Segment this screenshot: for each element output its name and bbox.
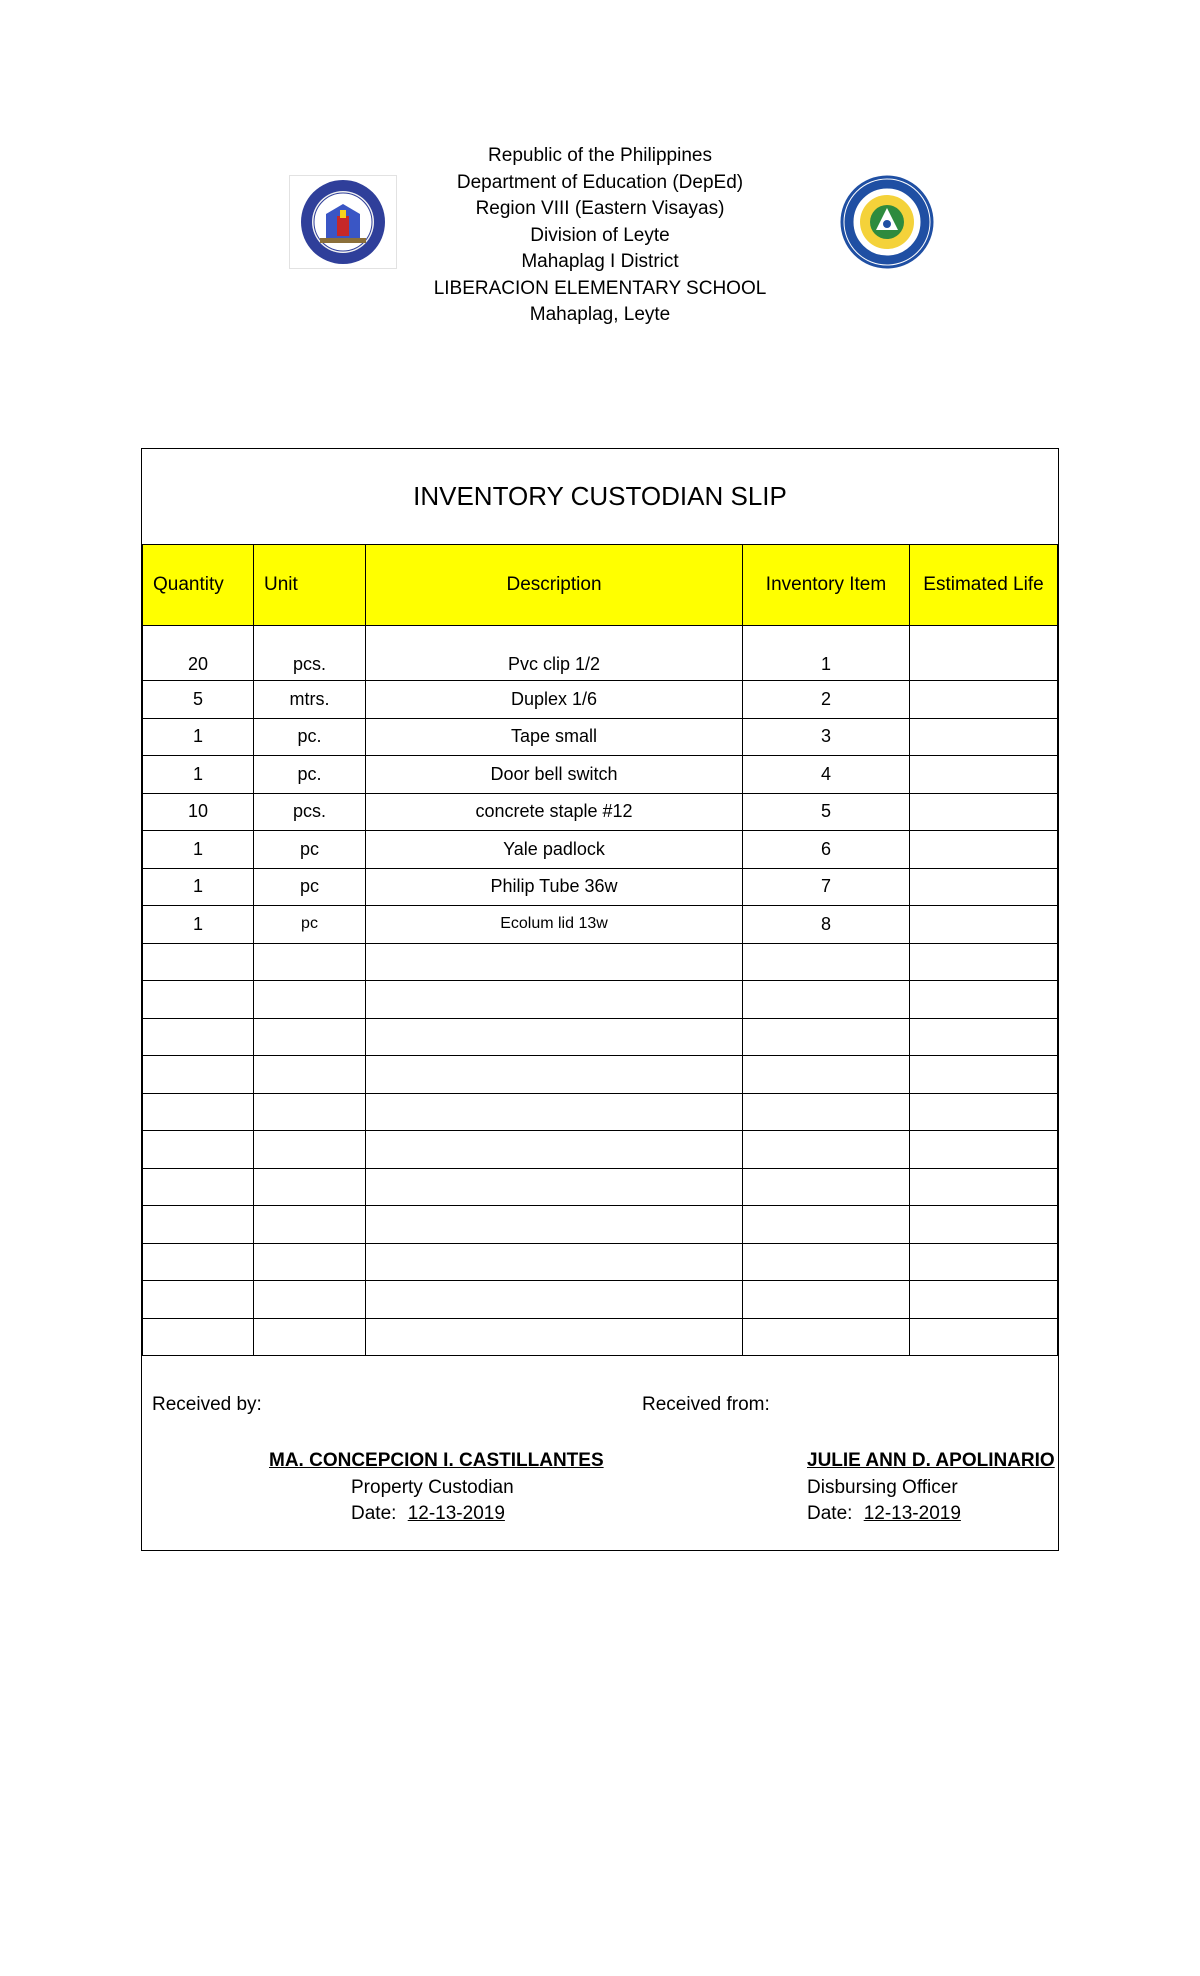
unit-cell xyxy=(254,626,366,681)
unit-cell xyxy=(254,1168,366,1206)
description-cell xyxy=(366,943,743,981)
table-row xyxy=(143,1131,1058,1169)
description-cell xyxy=(366,1281,743,1319)
description-cell xyxy=(366,831,743,869)
estimated-life-cell xyxy=(910,1168,1058,1206)
table-row xyxy=(143,1018,1058,1056)
column-header-unit: Unit xyxy=(254,545,366,626)
header-address-block xyxy=(350,143,850,329)
receiver-date: 12-13-2019 xyxy=(407,1503,505,1524)
inventory-item-cell xyxy=(743,1168,910,1206)
description-cell xyxy=(366,1093,743,1131)
giver-date-line xyxy=(807,1501,1055,1528)
estimated-life-cell xyxy=(910,906,1058,944)
receiver-signature-block xyxy=(269,1448,604,1528)
inventory-item-cell xyxy=(743,1131,910,1169)
table-row xyxy=(143,1093,1058,1131)
quantity-cell-text: 1 xyxy=(192,838,203,859)
estimated-life-cell xyxy=(910,1318,1058,1356)
unit-cell-text: pc. xyxy=(297,726,322,747)
estimated-life-cell xyxy=(910,1206,1058,1244)
table-row xyxy=(143,943,1058,981)
quantity-cell-text: 1 xyxy=(192,763,203,784)
inventory-item-cell xyxy=(743,906,910,944)
description-cell-text: Duplex 1/6 xyxy=(510,688,598,709)
inventory-item-cell xyxy=(743,756,910,794)
quantity-cell xyxy=(143,831,254,869)
table-row xyxy=(143,981,1058,1019)
quantity-cell xyxy=(143,1206,254,1244)
unit-cell xyxy=(254,943,366,981)
giver-name: JULIE ANN D. APOLINARIO xyxy=(807,1450,1055,1471)
unit-cell xyxy=(254,906,366,944)
description-cell xyxy=(366,1056,743,1094)
column-header-quantity: Quantity xyxy=(143,545,254,626)
unit-cell-text: pc. xyxy=(297,763,322,784)
table-row xyxy=(143,906,1058,944)
estimated-life-cell xyxy=(910,1131,1058,1169)
receiver-date-label: Date: xyxy=(351,1503,397,1524)
unit-cell xyxy=(254,793,366,831)
description-cell-text: Door bell switch xyxy=(490,763,618,784)
unit-cell xyxy=(254,868,366,906)
unit-cell-text: pc xyxy=(299,876,319,897)
estimated-life-cell-text xyxy=(910,642,1057,664)
description-cell-text: Ecolum lid 13w xyxy=(500,915,608,933)
quantity-cell xyxy=(143,1318,254,1356)
estimated-life-cell xyxy=(910,1243,1058,1281)
header-line-district: Mahaplag I District xyxy=(521,251,679,272)
inventory-item-cell-text: 6 xyxy=(820,838,831,859)
quantity-cell xyxy=(143,906,254,944)
slip-title: INVENTORY CUSTODIAN SLIP xyxy=(413,481,787,511)
description-cell xyxy=(366,906,743,944)
header-line-republic: Republic of the Philippines xyxy=(488,145,712,166)
quantity-cell xyxy=(143,718,254,756)
description-cell xyxy=(366,793,743,831)
estimated-life-cell xyxy=(910,681,1058,719)
unit-cell-text: pcs. xyxy=(292,801,326,822)
description-cell xyxy=(366,626,743,681)
estimated-life-cell xyxy=(910,943,1058,981)
unit-cell-text: pc xyxy=(299,838,319,859)
description-cell xyxy=(366,1018,743,1056)
estimated-life-cell xyxy=(910,793,1058,831)
inventory-item-cell xyxy=(743,1056,910,1094)
quantity-cell xyxy=(143,1168,254,1206)
inventory-item-cell xyxy=(743,831,910,869)
inventory-item-cell-text: 3 xyxy=(820,726,831,747)
inventory-item-cell xyxy=(743,1281,910,1319)
description-cell xyxy=(366,756,743,794)
description-cell xyxy=(366,718,743,756)
quantity-cell xyxy=(143,1018,254,1056)
table-row xyxy=(143,831,1058,869)
unit-cell-text: mtrs. xyxy=(289,688,330,709)
table-row xyxy=(143,793,1058,831)
inventory-item-cell xyxy=(743,1318,910,1356)
inventory-item-cell xyxy=(743,718,910,756)
table-header-row xyxy=(143,545,1058,626)
unit-cell xyxy=(254,718,366,756)
inventory-item-cell xyxy=(743,681,910,719)
quantity-cell xyxy=(143,626,254,681)
estimated-life-cell xyxy=(910,1093,1058,1131)
estimated-life-cell xyxy=(910,1056,1058,1094)
unit-cell xyxy=(254,1318,366,1356)
quantity-cell xyxy=(143,1056,254,1094)
estimated-life-cell xyxy=(910,1018,1058,1056)
giver-date: 12-13-2019 xyxy=(863,1503,961,1524)
quantity-cell-text: 5 xyxy=(192,688,203,709)
table-row xyxy=(143,681,1058,719)
giver-title: Disbursing Officer xyxy=(807,1476,958,1498)
estimated-life-cell xyxy=(910,718,1058,756)
table-row xyxy=(143,756,1058,794)
description-cell-text: Philip Tube 36w xyxy=(490,876,618,897)
inventory-table xyxy=(142,544,1058,1356)
column-header-description: Description xyxy=(366,545,743,626)
table-row xyxy=(143,1281,1058,1319)
inventory-item-cell xyxy=(743,1243,910,1281)
header-line-division: Division of Leyte xyxy=(530,224,670,246)
description-cell-text: Yale padlock xyxy=(503,838,605,859)
quantity-cell xyxy=(143,1281,254,1319)
giver-signature-block xyxy=(807,1448,1055,1528)
unit-cell-text: pc xyxy=(301,915,318,933)
quantity-cell xyxy=(143,981,254,1019)
quantity-cell xyxy=(143,868,254,906)
header-line-department: Department of Education (DepEd) xyxy=(456,171,744,193)
quantity-cell-text: 10 xyxy=(187,801,209,822)
description-cell xyxy=(366,1131,743,1169)
unit-cell xyxy=(254,831,366,869)
description-cell-text: concrete staple #12 xyxy=(475,801,633,822)
inventory-custodian-slip xyxy=(141,448,1059,1551)
quantity-cell-text: 1 xyxy=(192,876,203,897)
unit-cell xyxy=(254,1018,366,1056)
unit-cell xyxy=(254,981,366,1019)
unit-cell xyxy=(254,1056,366,1094)
inventory-item-cell xyxy=(743,626,910,681)
description-cell xyxy=(366,868,743,906)
unit-cell xyxy=(254,1131,366,1169)
inventory-item-cell-text: 8 xyxy=(820,913,831,934)
table-row xyxy=(143,626,1058,681)
quantity-cell xyxy=(143,681,254,719)
inventory-item-cell-text: 7 xyxy=(820,876,831,897)
estimated-life-cell xyxy=(910,831,1058,869)
inventory-item-cell-text: 5 xyxy=(820,801,831,822)
estimated-life-cell xyxy=(910,868,1058,906)
table-row xyxy=(143,1318,1058,1356)
table-row xyxy=(143,1206,1058,1244)
unit-cell xyxy=(254,1093,366,1131)
unit-cell xyxy=(254,1243,366,1281)
inventory-item-cell xyxy=(743,1206,910,1244)
table-row xyxy=(143,1056,1058,1094)
quantity-cell xyxy=(143,793,254,831)
quantity-cell xyxy=(143,1243,254,1281)
received-from-label: Received from: xyxy=(642,1394,770,1415)
column-header-inventory-item: Inventory Item xyxy=(743,545,910,626)
receiver-name: MA. CONCEPCION I. CASTILLANTES xyxy=(269,1450,604,1471)
table-row xyxy=(143,1243,1058,1281)
giver-date-label: Date: xyxy=(807,1503,853,1524)
header-line-region: Region VIII (Eastern Visayas) xyxy=(475,198,725,219)
quantity-cell-text: 1 xyxy=(192,726,203,747)
quantity-cell xyxy=(143,1093,254,1131)
inventory-item-cell xyxy=(743,793,910,831)
description-cell xyxy=(366,1318,743,1356)
quantity-cell-text: 20 xyxy=(187,653,209,674)
description-cell xyxy=(366,1168,743,1206)
received-by-label: Received by: xyxy=(152,1394,262,1415)
inventory-item-cell xyxy=(743,1093,910,1131)
estimated-life-cell xyxy=(910,626,1058,681)
unit-cell xyxy=(254,681,366,719)
quantity-cell-text: 1 xyxy=(192,913,203,934)
unit-cell xyxy=(254,1281,366,1319)
table-row xyxy=(143,718,1058,756)
description-cell-text: Pvc clip 1/2 xyxy=(507,653,601,674)
estimated-life-cell xyxy=(910,756,1058,794)
unit-cell-text: pcs. xyxy=(292,653,326,674)
quantity-cell xyxy=(143,1131,254,1169)
receiver-date-line xyxy=(269,1501,604,1528)
inventory-item-cell xyxy=(743,981,910,1019)
header-line-location: Mahaplag, Leyte xyxy=(529,304,671,325)
inventory-item-cell-text: 4 xyxy=(820,763,831,784)
inventory-item-cell-text: 1 xyxy=(820,653,831,674)
inventory-item-cell xyxy=(743,868,910,906)
inventory-item-cell xyxy=(743,943,910,981)
unit-cell xyxy=(254,1206,366,1244)
description-cell-text: Tape small xyxy=(510,726,598,747)
description-cell xyxy=(366,1206,743,1244)
header-line-school: LIBERACION ELEMENTARY SCHOOL xyxy=(433,277,767,299)
estimated-life-cell xyxy=(910,1281,1058,1319)
table-row xyxy=(143,1168,1058,1206)
column-header-estimated-life: Estimated Life xyxy=(910,545,1058,626)
description-cell xyxy=(366,681,743,719)
inventory-item-cell xyxy=(743,1018,910,1056)
description-cell xyxy=(366,1243,743,1281)
quantity-cell xyxy=(143,756,254,794)
division-leyte-seal-logo xyxy=(834,174,940,270)
unit-cell xyxy=(254,756,366,794)
description-cell xyxy=(366,981,743,1019)
inventory-item-cell-text: 2 xyxy=(820,688,831,709)
receiver-title: Property Custodian xyxy=(351,1476,514,1498)
table-row xyxy=(143,868,1058,906)
quantity-cell xyxy=(143,943,254,981)
estimated-life-cell xyxy=(910,981,1058,1019)
signature-section xyxy=(142,1364,1058,1550)
